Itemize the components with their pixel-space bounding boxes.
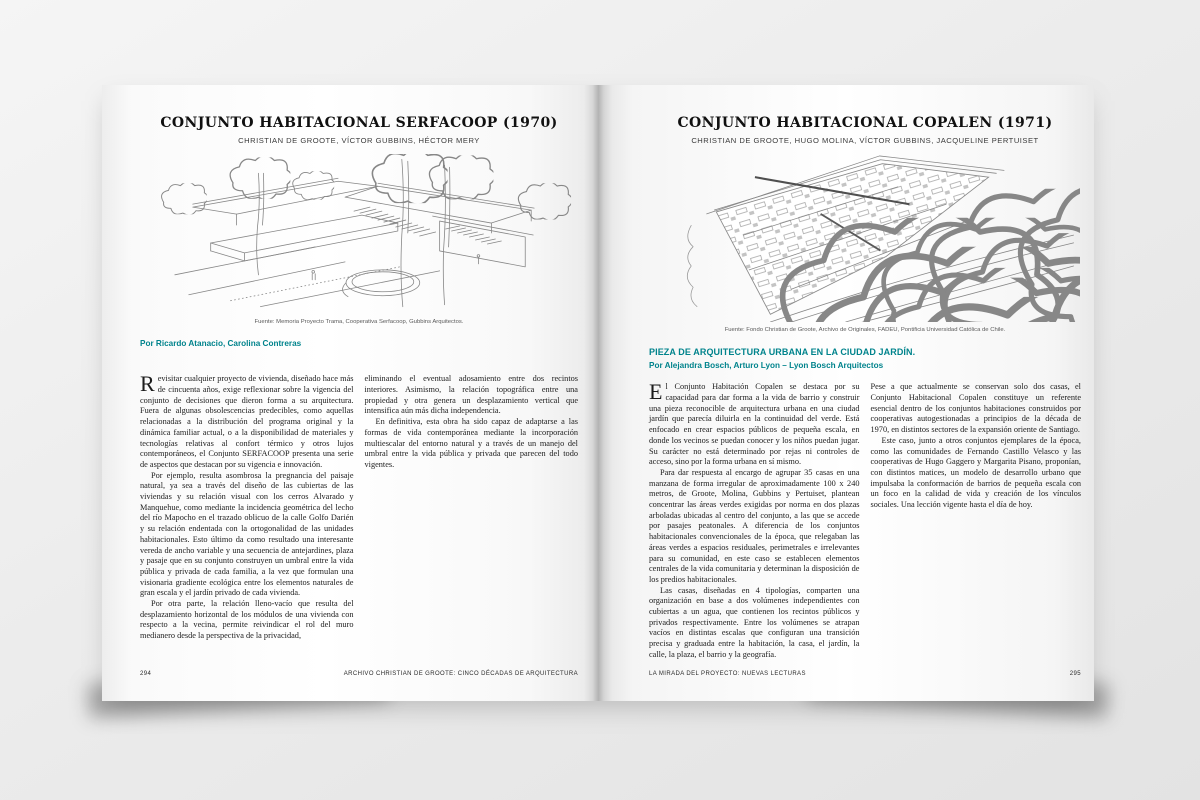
left-footer xyxy=(140,671,578,677)
left-header xyxy=(140,115,578,145)
serfacoop-buildings xyxy=(193,178,534,267)
paragraph: eliminando el eventual adosamiento entre dos recintos interiores. Asimismo, la relación topográfica entre una propiedad y otra genera un desplazamiento vertical que intensifica aún más dicha independencia. xyxy=(364,374,578,416)
left-figure-caption: Fuente: Memoria Proyecto Trama, Cooperativa Serfacoop, Gubbins Arquitectos. xyxy=(254,319,464,326)
serfacoop-ground-lines xyxy=(175,247,440,307)
dropcap: R xyxy=(140,371,155,397)
book-spread xyxy=(102,85,1094,701)
serfacoop-pool xyxy=(343,270,420,297)
serfacoop-perspective-drawing xyxy=(141,154,577,314)
left-authors-line: CHRISTIAN DE GROOTE, VÍCTOR GUBBINS, HÉCTOR MERY xyxy=(238,136,480,146)
right-page-number: 295 xyxy=(1069,671,1081,677)
right-running-title: LA MIRADA DEL PROYECTO: NUEVAS LECTURAS xyxy=(649,671,806,677)
paragraph: Para dar respuesta al encargo de agrupar 35 casas en una manzana de forma irregular de aproximadamente 100 x 240 metros, de Groote, Molina, Gubbins y Pertuiset, plantean concentrar las áreas verdes exigidas por norma en dos plazas arboladas ubicadas al centro del conjunto, a las que se accede por pasajes peatonales. A diferencia de los conjuntos habitacionales convencionales de la época, que relegaban las áreas verdes a espacios residuales, perimetrales e irrelevantes para su comunidad, en este caso se establecen elementos centrales de la vida comunitaria y determinan la disposición de los predios habitacionales. xyxy=(649,467,860,584)
paragraph: Las casas, diseñadas en 4 tipologías, comparten una organización en base a dos volúmenes independientes con cubiertas a un agua, que contienen los recintos públicos y privados respectivamente. Entre los volúmenes se atrapan vacíos en distintas escalas que configuran una transición precisa y graduada entre la habitación, la casa, el jardín, la calle, la plaza, el barrio y la geografía. xyxy=(649,585,860,659)
paragraph: Pese a que actualmente se conservan solo dos casas, el Conjunto Habitacional Copalen constituye un referente esencial dentro de los conjuntos habitaciones construidos por cooperativas autogestionadas a principios de la década de 1970, en distintos sectores de la expansión oriente de Santiago. xyxy=(870,382,1081,435)
paragraph: Revisitar cualquier proyecto de vivienda, diseñado hace más de cincuenta años, exige reflexionar sobre la vigencia del conjunto de decisiones que dieron forma a su arquitectura. Fuera de algunas obsolescencias predecibles, como aquellas relacionadas a la distribución del programa original y la dinámica familiar actual, o a la disponibilidad de materiales y tecnologías relativas al confort térmico y otros lujos contemporáneos, el Conjunto SERFACOOP presenta una serie de aspectos que destacan por su vigencia e innovación. xyxy=(140,371,354,469)
right-figure xyxy=(649,154,1081,334)
right-page-title: CONJUNTO HABITACIONAL COPALEN (1971) xyxy=(677,115,1053,131)
left-body xyxy=(140,371,578,642)
paragraph: Por otra parte, la relación lleno-vacío que resulta del desplazamiento horizontal de los módulos de una vivienda con respecto a la vecina, permite reivindicar el rol del muro medianero desde la perspectiva de la privacidad, xyxy=(140,599,354,641)
right-authors-line: CHRISTIAN DE GROOTE, HUGO MOLINA, VÍCTOR GUBBINS, JACQUELINE PERTUISET xyxy=(691,136,1039,146)
paragraph: Por ejemplo, resulta asombrosa la pregnancia del paisaje natural, ya sea a través del diseño de las cubiertas de las viviendas y su relación visual con los cerros Alvarado y Manquehue, como mediante la incidencia geométrica del lecho del río Mapocho en el trazado oblicuo de la calle Golfo Darién y su relación endentada con la ortogonalidad de las unidades habitacionales. Esto último da como resultado una interesante vereda de ancho variable y una secuencia de antejardines, plaza y pasaje que en su conjunto construyen un umbral entre la vida pública y privada de cada familia, a la vez que formulan una visionaria gradiente ecológica entre los elementos naturales de gran escala y el jardín privado de cada vivienda. xyxy=(140,470,354,598)
right-body xyxy=(649,379,1081,660)
serfacoop-stair-hatching xyxy=(354,207,501,244)
right-header xyxy=(649,115,1081,145)
left-body-column-1 xyxy=(140,371,354,642)
right-footer xyxy=(649,671,1081,677)
serfacoop-figures xyxy=(312,255,480,280)
right-byline: Por Alejandra Bosch, Arturo Lyon – Lyon Bosch Arquitectos xyxy=(649,360,884,370)
right-body-column-2 xyxy=(871,382,1082,660)
left-page-title: CONJUNTO HABITACIONAL SERFACOOP (1970) xyxy=(160,115,558,131)
right-lead xyxy=(649,347,1081,371)
page-right xyxy=(598,85,1094,701)
paragraph: En definitiva, esta obra ha sido capaz de adaptarse a las formas de vida contemporánea mediante la incorporación multiescalar del entorno natural y a través de un manejo del umbral entre la vida pública y privada que parecen del todo vigentes. xyxy=(364,417,578,469)
left-byline: Por Ricardo Atanacio, Carolina Contreras xyxy=(140,339,302,349)
right-body-column-1 xyxy=(649,379,860,660)
page-left xyxy=(102,85,598,701)
left-running-title: ARCHIVO CHRISTIAN DE GROOTE: CINCO DÉCADAS DE ARQUITECTURA xyxy=(343,671,578,677)
left-page-number: 294 xyxy=(140,671,152,677)
right-figure-caption: Fuente: Fondo Christian de Groote, Archivo de Originales, FADEU, Pontificia Universidad Católica de Chile. xyxy=(724,327,1006,334)
dropcap: E xyxy=(649,379,663,405)
serfacoop-trees xyxy=(162,154,573,307)
left-lead xyxy=(140,339,578,363)
copalen-aerial-drawing xyxy=(650,154,1080,322)
paragraph: El Conjunto Habitación Copalen se destaca por su capacidad para dar forma a la vida de barrio y construir una pieza reconocible de arquitectura urbana en una ciudad jardín que parecía diluirla en la continuidad del verde. Está enfocado en crear espacios públicos de pequeña escala, en donde los vecinos se puedan conocer y los niños puedan jugar. Su carácter no está determinado por rejas ni controles de acceso, sino por la forma urbana en sí mismo. xyxy=(649,379,860,467)
left-body-column-2 xyxy=(365,374,579,642)
paragraph: Este caso, junto a otros conjuntos ejemplares de la época, como las comunidades de Fernando Castillo Velasco y las cooperativas de Hugo Gaggero y Margarita Pisano, proponían, con distintos matices, un modelo de desarrollo urbano que impulsaba la conformación de barrios de pequeña escala con un foco en la calidad de vida y creación de los vínculos sociales. Una lección vigente hasta el día de hoy. xyxy=(870,435,1081,510)
left-figure xyxy=(140,154,578,326)
right-section-heading: PIEZA DE ARQUITECTURA URBANA EN LA CIUDAD JARDÍN. xyxy=(649,347,916,358)
